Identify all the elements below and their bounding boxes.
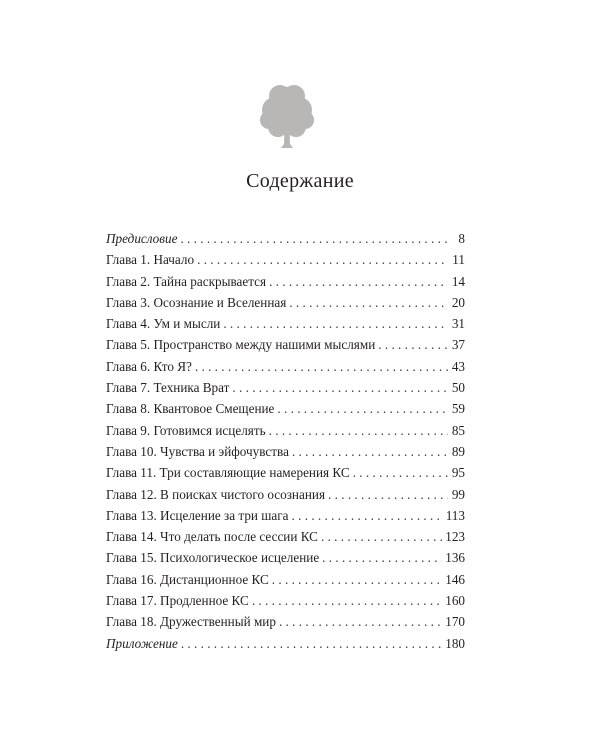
toc-entry-title: Глава 9. Готовимся исцелять (106, 422, 266, 438)
toc-entry-page-number: 20 (451, 294, 465, 310)
dot-leader (292, 508, 443, 524)
dot-leader (277, 401, 448, 417)
toc-entry-title: Глава 8. Квантовое Смещение (106, 401, 275, 417)
dot-leader (269, 423, 448, 439)
toc-entry (106, 465, 465, 486)
dot-leader (321, 529, 442, 545)
toc-entry (106, 508, 465, 529)
toc-entry-title: Глава 6. Кто Я? (106, 358, 192, 374)
toc-entry-title: Предисловие (106, 231, 178, 246)
dot-leader (328, 487, 448, 503)
toc-entry-title: Глава 7. Техника Врат (106, 380, 230, 396)
toc-entry-title: Глава 5. Пространство между нашими мыслями (106, 337, 376, 353)
toc-entry (106, 252, 465, 273)
toc-entry (106, 337, 465, 358)
toc-entry-page-number: 95 (451, 465, 465, 481)
toc-entry-page-number: 37 (451, 337, 465, 353)
toc-entry-page-number: 99 (451, 486, 465, 502)
toc-entry-title: Глава 2. Тайна раскрывается (106, 273, 267, 289)
toc-entry-page-number: 170 (445, 614, 465, 630)
toc-entry-page-number: 136 (445, 550, 465, 566)
toc-entry-title: Глава 4. Ум и мысли (106, 316, 221, 332)
dot-leader (272, 572, 442, 588)
toc-entry-title: Глава 14. Что делать после сессии КС (106, 529, 318, 545)
dot-leader (279, 614, 442, 630)
toc-entry-page-number: 59 (451, 401, 465, 417)
toc-entry-title: Глава 11. Три составляющие намерения КС (106, 465, 350, 481)
toc-entry (106, 359, 465, 380)
toc-entry-title: Глава 10. Чувства и эйфочувства (106, 443, 289, 459)
toc-entry-page-number: 43 (451, 358, 465, 374)
toc-entry-title: Глава 18. Дружественный мир (106, 614, 276, 630)
toc-entry (106, 316, 465, 337)
toc-entry-page-number: 11 (452, 252, 465, 268)
dot-leader (292, 444, 448, 460)
dot-leader (232, 380, 448, 396)
dot-leader (197, 252, 448, 268)
dot-leader (353, 465, 448, 481)
toc-entry (106, 529, 465, 550)
toc-entry (106, 593, 465, 614)
toc-entry-page-number: 31 (451, 316, 465, 332)
toc-entry-title: Глава 1. Начало (106, 252, 195, 268)
toc-entry-page-number: 50 (451, 380, 465, 396)
toc-entry-title: Глава 12. В поисках чистого осознания (106, 486, 326, 502)
page-title: Содержание (246, 170, 354, 192)
toc-entry-title: Глава 3. Осознание и Вселенная (106, 294, 287, 310)
toc-entry (106, 401, 465, 422)
toc-entry-page-number: 14 (451, 273, 465, 289)
toc-entry-page-number: 146 (445, 571, 465, 587)
dot-leader (223, 316, 448, 332)
toc-entry-page-number: 89 (451, 443, 465, 459)
toc-entry (106, 274, 465, 295)
dot-leader (269, 274, 448, 290)
dot-leader (252, 593, 442, 609)
dot-leader (378, 337, 448, 353)
toc-entry (106, 295, 465, 316)
table-of-contents (106, 231, 465, 657)
dot-leader (180, 231, 448, 247)
toc-entry-title: Глава 13. Исцеление за три шага (106, 507, 289, 523)
toc-entry (106, 572, 465, 593)
toc-entry-title: Приложение (106, 635, 178, 651)
toc-entry (106, 380, 465, 401)
toc-entry-page-number: 160 (445, 593, 465, 609)
toc-entry (106, 636, 465, 657)
toc-entry (106, 487, 465, 508)
tree-icon (256, 82, 318, 152)
toc-entry-title: Глава 16. Дистанционное КС (106, 571, 269, 587)
dot-leader (289, 295, 448, 311)
toc-entry-title: Глава 17. Продленное КС (106, 593, 249, 609)
toc-entry (106, 423, 465, 444)
toc-entry-page-number: 123 (445, 529, 465, 545)
toc-entry-page-number: 85 (451, 422, 465, 438)
toc-entry-page-number: 113 (445, 507, 465, 523)
dot-leader (195, 359, 448, 375)
toc-entry-page-number: 180 (445, 635, 465, 651)
toc-entry (106, 550, 465, 571)
toc-entry (106, 231, 465, 252)
toc-entry-title: Глава 15. Психологическое исцеление (106, 550, 320, 566)
dot-leader (322, 550, 442, 566)
toc-entry (106, 614, 465, 635)
toc-entry-page-number: 8 (458, 231, 465, 246)
dot-leader (181, 636, 442, 652)
toc-entry (106, 444, 465, 465)
